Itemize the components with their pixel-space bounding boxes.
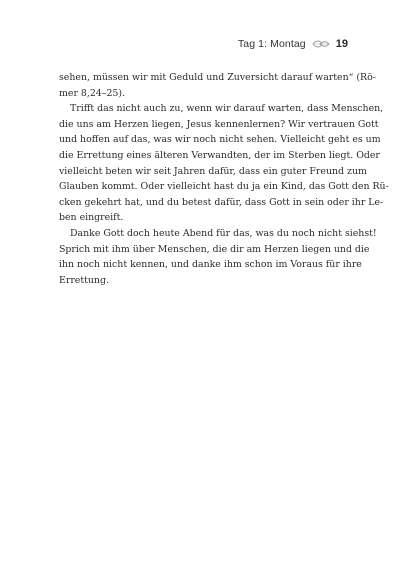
- leaf-ornament-icon: [312, 39, 330, 49]
- running-header: [238, 38, 348, 50]
- text-line: ihn noch nicht kennen, und danke ihm schon im Voraus für ihre: [59, 259, 362, 271]
- text-line: und hoffen auf das, was wir noch nicht sehen. Vielleicht geht es um: [59, 134, 381, 146]
- paragraph-1: [59, 70, 376, 101]
- paragraph-2: [59, 101, 389, 226]
- text-line: die uns am Herzen liegen, Jesus kennenlernen? Wir vertrauen Gott: [59, 118, 379, 130]
- text-line: Sprich mit ihm über Menschen, die dir am Herzen liegen und die: [59, 243, 370, 255]
- day-label: Tag 1: Montag: [237, 38, 306, 50]
- text-line: cken gekehrt hat, und du betest dafür, dass Gott in sein oder ihr Le-: [59, 196, 384, 208]
- text-line: Trifft das nicht auch zu, wenn wir darauf warten, dass Menschen,: [70, 103, 384, 115]
- text-line: Glauben kommt. Oder vielleicht hast du ja ein Kind, das Gott den Rü-: [59, 181, 389, 193]
- text-line: vielleicht beten wir seit Jahren dafür, dass ein guter Freund zum: [59, 165, 367, 177]
- paragraph-3: [59, 226, 377, 288]
- text-line: Danke Gott doch heute Abend für das, was du noch nicht siehst!: [70, 227, 377, 239]
- text-line: die Errettung eines älteren Verwandten, der im Sterben liegt. Oder: [59, 149, 380, 161]
- text-line: sehen, müssen wir mit Geduld und Zuversicht darauf warten“ (Rö-: [59, 72, 376, 83]
- text-line: ben eingreift.: [59, 212, 124, 224]
- text-line: mer 8,24–25).: [59, 87, 126, 99]
- body-text: [59, 70, 389, 288]
- page-number: 19: [335, 38, 348, 50]
- text-line: Errettung.: [59, 274, 109, 286]
